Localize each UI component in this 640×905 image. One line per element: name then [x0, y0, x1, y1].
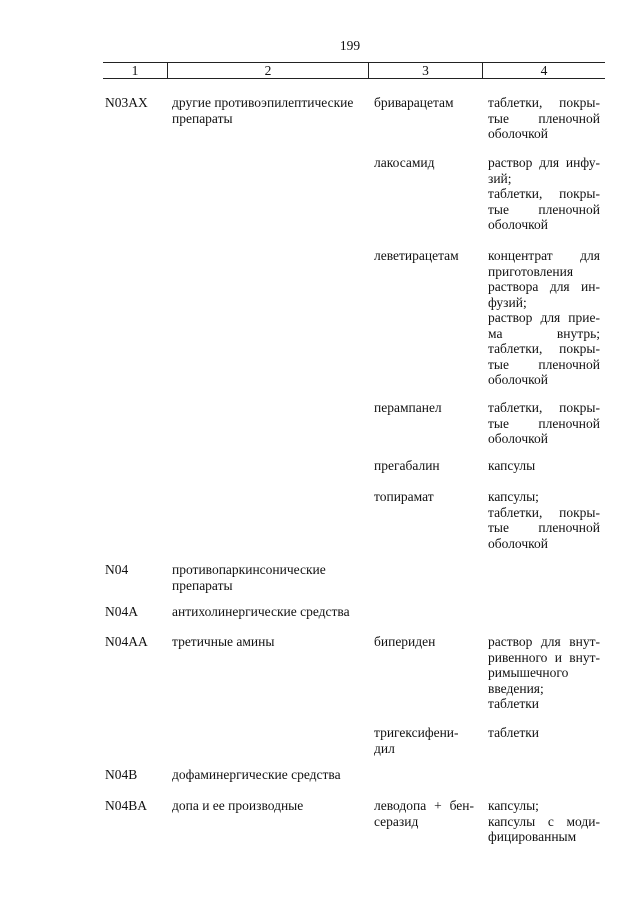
cell-line: противопаркинсонические: [172, 562, 326, 577]
code-cell: [105, 767, 165, 783]
cell-line: римышечного: [488, 665, 569, 680]
form-cell: [488, 489, 600, 551]
header-col-2: 2: [264, 63, 272, 78]
group-cell: [172, 604, 367, 620]
form-cell: [488, 248, 600, 388]
cell-line: таблетки, покры-: [488, 341, 600, 356]
code-cell: [105, 604, 165, 620]
cell-line: N04A: [105, 604, 138, 619]
cell-line: капсулы;: [488, 798, 539, 813]
drug-cell: [374, 634, 474, 650]
cell-line: фицированным: [488, 829, 577, 844]
group-cell: [172, 95, 367, 126]
cell-line: приготовления: [488, 263, 574, 279]
cell-line: таблетки: [488, 696, 540, 711]
cell-line: таблетки, покры-: [488, 186, 600, 201]
cell-line: препараты: [172, 110, 233, 126]
cell-line: антихолинергические средства: [172, 604, 350, 619]
drug-cell: [374, 400, 474, 416]
cell-line: N04B: [105, 767, 138, 782]
header-col-3: 3: [422, 63, 429, 78]
cell-line: N03AX: [105, 95, 148, 110]
drug-cell: [374, 798, 474, 829]
cell-line: оболочкой: [488, 372, 548, 387]
cell-line: дил: [374, 740, 395, 756]
table-header: [103, 62, 605, 79]
cell-line: леветирацетам: [374, 248, 459, 263]
cell-line: введения;: [488, 680, 544, 696]
group-cell: [172, 798, 367, 814]
cell-line: оболочкой: [488, 535, 548, 551]
cell-line: капсулы: [488, 458, 536, 473]
drug-cell: [374, 248, 474, 264]
drug-cell: [374, 155, 474, 171]
header-col-4: 4: [540, 63, 548, 78]
code-cell: [105, 634, 165, 650]
cell-line: перампанел: [374, 400, 442, 415]
cell-line: ма внутрь;: [488, 325, 600, 341]
form-cell: [488, 634, 600, 712]
cell-line: тые пленочной: [488, 415, 600, 431]
drug-cell: [374, 725, 474, 756]
cell-line: тригексифени-: [374, 725, 459, 740]
cell-line: прегабалин: [374, 458, 440, 473]
cell-line: тые пленочной: [488, 520, 600, 535]
cell-line: таблетки, покры-: [488, 504, 600, 520]
cell-line: третичные амины: [172, 634, 275, 649]
cell-line: бипериден: [374, 634, 436, 649]
cell-line: N04: [105, 562, 129, 577]
form-cell: [488, 798, 600, 845]
cell-line: леводопа + бен-: [374, 798, 474, 813]
group-cell: [172, 562, 367, 593]
cell-line: бриварацетам: [374, 95, 454, 110]
cell-line: оболочкой: [488, 217, 548, 232]
code-cell: [105, 562, 165, 578]
drug-cell: [374, 458, 474, 474]
cell-line: концентрат для: [488, 248, 600, 263]
cell-line: лакосамид: [374, 155, 435, 170]
cell-line: допа и ее производные: [172, 798, 304, 813]
cell-line: оболочкой: [488, 126, 548, 141]
form-cell: [488, 155, 600, 233]
cell-line: препараты: [172, 577, 233, 593]
cell-line: оболочкой: [488, 431, 548, 446]
cell-line: тые пленочной: [488, 110, 600, 126]
group-cell: [172, 767, 367, 783]
header-col-1: 1: [131, 63, 139, 78]
cell-line: N04BA: [105, 798, 148, 813]
cell-line: таблетки: [488, 725, 540, 740]
code-cell: [105, 798, 165, 814]
code-cell: [105, 95, 165, 111]
form-cell: [488, 400, 600, 447]
cell-line: раствор для прие-: [488, 310, 600, 325]
cell-line: раствор для внут-: [488, 634, 600, 649]
form-cell: [488, 95, 600, 142]
group-cell: [172, 634, 367, 650]
cell-line: раствора для ин-: [488, 279, 600, 294]
drug-cell: [374, 95, 474, 111]
cell-line: тые пленочной: [488, 356, 600, 372]
cell-line: капсулы;: [488, 489, 539, 504]
cell-line: фузий;: [488, 294, 527, 310]
cell-line: другие противоэпилептические: [172, 95, 354, 110]
cell-line: тые пленочной: [488, 201, 600, 217]
form-cell: [488, 725, 600, 741]
drug-cell: [374, 489, 474, 505]
cell-line: ривенного и внут-: [488, 649, 600, 665]
form-cell: [488, 458, 600, 474]
cell-line: N04AA: [105, 634, 148, 649]
cell-line: топирамат: [374, 489, 434, 504]
cell-line: таблетки, покры-: [488, 95, 600, 110]
cell-line: дофаминергические средства: [172, 767, 341, 782]
page-number: 199: [339, 38, 361, 53]
cell-line: раствор для инфу-: [488, 155, 600, 170]
cell-line: капсулы с моди-: [488, 813, 600, 829]
cell-line: серазид: [374, 813, 419, 829]
cell-line: таблетки, покры-: [488, 400, 600, 415]
cell-line: зий;: [488, 170, 512, 186]
